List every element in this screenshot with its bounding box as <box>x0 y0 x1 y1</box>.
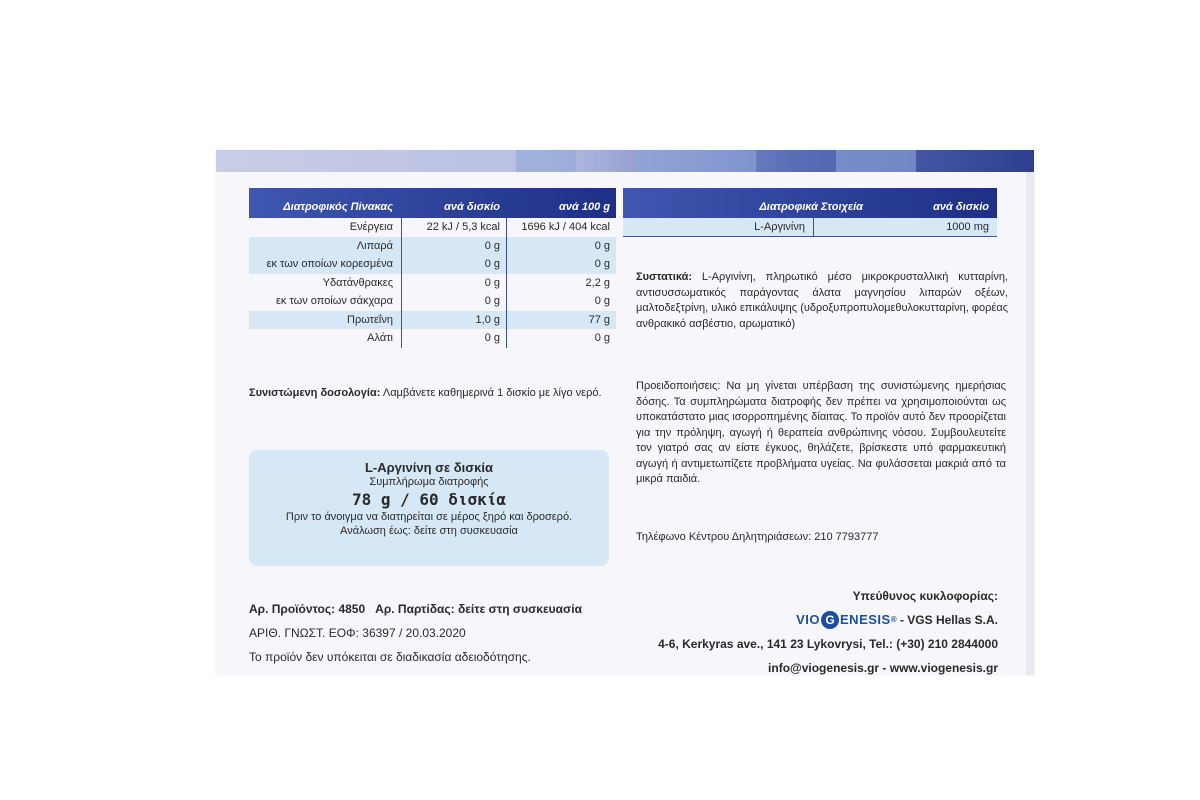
nutrient-per-100g: 0 g <box>506 237 616 256</box>
product-type: Συμπλήρωμα διατροφής <box>369 476 489 488</box>
nutrition-header-label: Διατροφικός Πίνακας <box>283 201 393 213</box>
licensing-note: Το προϊόν δεν υπόκειται σε διαδικασία αδειοδότησης. <box>249 650 531 664</box>
dosage-text <box>249 386 609 402</box>
nutrition-row <box>249 292 616 311</box>
ingredients-text <box>636 270 1008 332</box>
nutrient-name: εκ των οποίων κορεσμένα <box>266 258 393 271</box>
distributor-company: - VGS Hellas S.A. <box>899 613 998 627</box>
nutrient-per-tablet: 0 g <box>401 237 506 256</box>
box-side-edge <box>1026 172 1034 675</box>
nutrition-header-per-tablet: ανά δισκίο <box>444 201 500 213</box>
warnings-label: Προειδοποιήσεις: <box>636 380 721 392</box>
product-codes <box>249 597 629 669</box>
nutrient-per-tablet: 0 g <box>401 329 506 348</box>
nutrition-row <box>249 329 616 348</box>
nutrient-name: Λιπαρά <box>356 239 393 252</box>
distributor-web: info@viogenesis.gr - www.viogenesis.gr <box>768 661 998 675</box>
top-flap-strip <box>216 150 1034 172</box>
elements-table-header <box>623 188 997 218</box>
nutrition-table-header <box>249 188 616 218</box>
nutrition-row <box>249 218 616 237</box>
ingredients-label: Συστατικά: <box>636 271 693 283</box>
nutrition-row <box>249 311 616 330</box>
nutrition-row <box>249 237 616 256</box>
nutrient-per-tablet: 22 kJ / 5,3 kcal <box>401 218 506 237</box>
nutrient-per-tablet: 0 g <box>401 255 506 274</box>
product-quantity: 78 g / 60 δισκία <box>351 490 507 509</box>
poison-center-phone: Τηλέφωνο Κέντρου Δηλητηριάσεων: 210 7793777 <box>636 531 879 543</box>
nutrient-per-100g: 77 g <box>506 311 616 330</box>
nutrient-per-100g: 0 g <box>506 255 616 274</box>
nutritional-elements-table <box>623 188 997 237</box>
viogenesis-logo: VIO G ENESIS ® <box>796 612 897 627</box>
elements-header-label: Διατροφικά Στοιχεία <box>759 201 863 213</box>
nutrient-per-tablet: 1,0 g <box>401 311 506 330</box>
storage-instructions: Πριν το άνοιγμα να διατηρείται σε μέρος ξηρό και δροσερό. <box>285 511 573 523</box>
nutrient-name: εκ των οποίων σάκχαρα <box>276 295 393 308</box>
product-name: L-Αργινίνη σε δισκία <box>364 460 494 475</box>
nutrition-table <box>249 188 616 348</box>
dosage-body: Λαμβάνετε καθημερινά 1 δισκίο με λίγο νερό. <box>380 387 602 399</box>
warnings-text <box>636 379 1006 488</box>
elements-header-per-tablet: ανά δισκίο <box>933 201 989 213</box>
distributor-address: 4-6, Kerkyras ave., 141 23 Lykovrysi, Tel.: (+30) 210 2844000 <box>658 637 998 651</box>
batch-number: Αρ. Παρτίδας: δείτε στη συσκευασία <box>375 602 582 616</box>
nutrient-name: Υδατάνθρακες <box>322 276 393 289</box>
element-value: 1000 mg <box>813 218 997 236</box>
nutrition-row <box>249 255 616 274</box>
nutrient-name: Ενέργεια <box>349 221 393 234</box>
nutrient-per-100g: 0 g <box>506 329 616 348</box>
nutrient-per-tablet: 0 g <box>401 274 506 293</box>
element-name: L-Αργινίνη <box>754 221 805 233</box>
expiry-text: Ανάλωση έως: δείτε στη συσκευασία <box>340 525 518 537</box>
distributor-info <box>636 584 998 675</box>
nutrition-row <box>249 274 616 293</box>
nutrient-per-100g: 0 g <box>506 292 616 311</box>
eof-registration: ΑΡΙΘ. ΓΝΩΣΤ. ΕΟΦ: 36397 / 20.03.2020 <box>249 626 466 640</box>
nutrient-per-100g: 2,2 g <box>506 274 616 293</box>
distributor-label: Υπεύθυνος κυκλοφορίας: <box>852 589 998 603</box>
package-back <box>216 150 1034 675</box>
nutrition-header-per-100g: ανά 100 g <box>559 201 610 213</box>
warnings-body: Να μη γίνεται υπέρβαση της συνιστώμενης ημερήσιας δόσης. Τα συμπληρώματα διατροφής δεν πρέπει να χρησιμοποιούνται ως υποκατάστατο μιας ισορροπημένης δίαιτας. Το προϊόν αυτό δεν προορίζεται για την πρόληψη, αγωγή ή θεραπεία ανθρώπινης νόσου. Συμβουλευτείτε τον γιατρό σας αν είστε έγκυος, θηλάζετε, βρίσκεστε υπό φαρμακευτική αγωγή ή αντιμετωπίζετε προβλήματα υγείας. Να φυλάσσεται μακριά από τα μικρά παιδιά. <box>636 380 1006 485</box>
dosage-label: Συνιστώμενη δοσολογία: <box>249 387 381 399</box>
nutrient-per-tablet: 0 g <box>401 292 506 311</box>
nutrient-name: Αλάτι <box>367 332 393 345</box>
product-info-box <box>249 450 609 566</box>
ingredients-body: L-Αργινίνη, πληρωτικό μέσο μικροκρυσταλλική κυτταρίνη, αντισυσσωματικός παράγοντας άλατα μαγνησίου λιπαρών οξέων, μαλτοδεξτρίνη, υλικό επικάλυψης (υδροξυπροπυλομεθυλοκυτταρίνη, φορέας ανθρακικό ασβέστιο, αρωματικό) <box>636 271 1008 330</box>
elements-row <box>623 218 997 237</box>
nutrient-per-100g: 1696 kJ / 404 kcal <box>506 218 616 237</box>
nutrient-name: Πρωτεΐνη <box>347 313 393 326</box>
product-number: Αρ. Προϊόντος: 4850 <box>249 602 366 616</box>
